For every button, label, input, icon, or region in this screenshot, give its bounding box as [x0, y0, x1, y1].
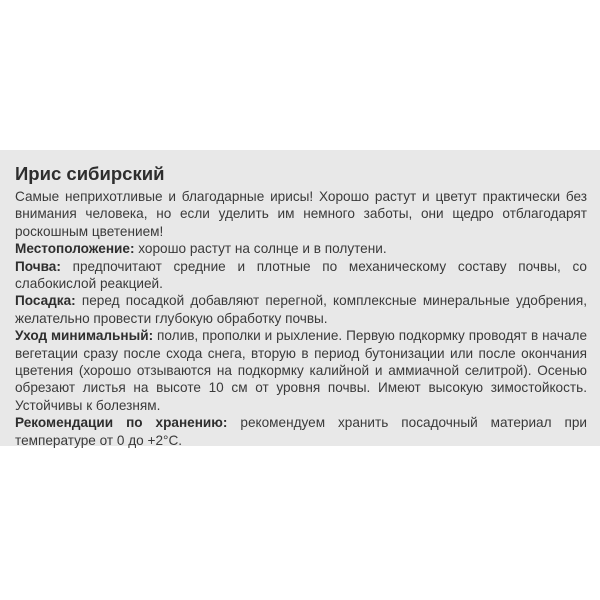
section-planting-label: Посадка: — [15, 293, 76, 309]
section-storage-text: рекомендуем хранить посадочный материал при температуре от 0 до +2°C. — [15, 415, 588, 448]
section-care-label: Уход минимальный: — [15, 328, 154, 344]
section-location-text: хорошо растут на солнце и в полутени. — [138, 241, 387, 257]
section-planting-text: перед посадкой добавляют перегной, комплексные минеральные удобрения, желательно провести глубокую обработку почвы. — [15, 293, 587, 326]
section-care — [15, 327, 587, 414]
section-storage — [15, 414, 587, 449]
section-soil — [15, 258, 587, 293]
section-location — [15, 240, 587, 257]
section-location-label: Местоположение: — [15, 241, 135, 257]
section-soil-label: Почва: — [15, 258, 61, 274]
section-care-text: полив, прополки и рыхление. Первую подкормку проводят в начале вегетации сразу после схода снега, вторую в период бутонизации или после окончания цветения (хорошо отзываются на подкормку калийной и аммиачной селитрой). Осенью обрезают листья на высоте 10 см от уровня почвы. Имеют высокую зимостойкость. Устойчивы к болезням. — [15, 328, 588, 413]
section-planting — [15, 292, 587, 327]
section-soil-text: предпочитают средние и плотные по механическому составу почвы, со слабокислой реакцией. — [15, 258, 587, 292]
label-content — [15, 163, 587, 449]
product-title: Ирис сибирский — [15, 163, 165, 184]
section-storage-label: Рекомендации по хранению: — [15, 415, 228, 431]
intro-paragraph: Самые неприхотливые и благодарные ирисы! Хорошо растут и цветут практически без внимания человека, но если уделить им немного заботы, они щедро отблагодарят роскошным цветением! — [15, 189, 587, 239]
